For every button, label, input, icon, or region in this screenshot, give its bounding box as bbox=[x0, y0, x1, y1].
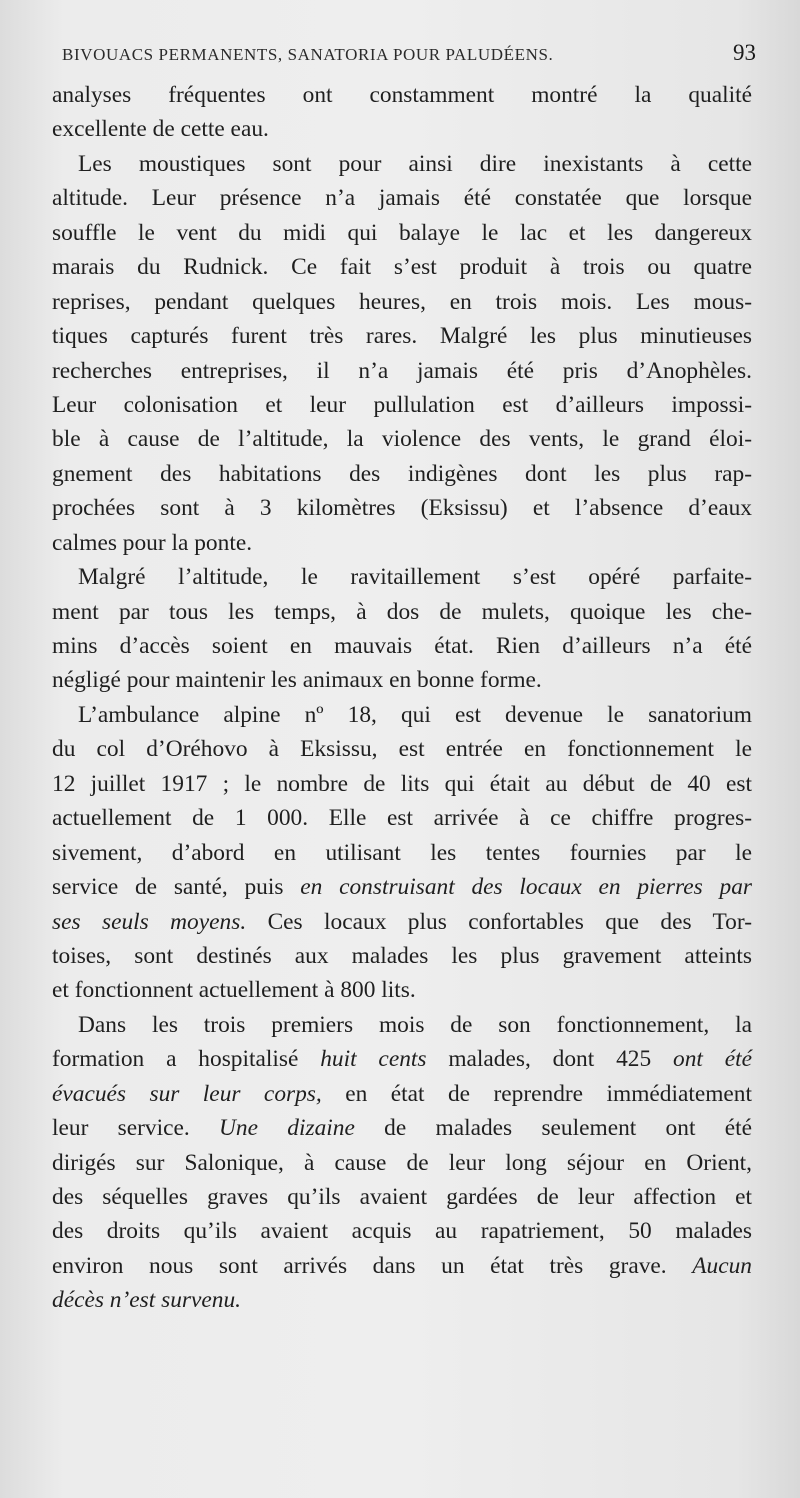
text-line: altitude. Leur présence n’a jamais été constatée que lorsque bbox=[52, 185, 752, 212]
page-number: 93 bbox=[733, 40, 756, 65]
running-head bbox=[62, 40, 756, 74]
text-line: Malgré l’altitude, le ravitaillement s’est opéré parfaite- bbox=[78, 564, 752, 591]
text-line: prochées sont à 3 kilomètres (Eksissu) et l’absence d’eaux bbox=[52, 495, 752, 522]
text-line: leur service. Une dizaine de malades seulement ont été bbox=[52, 1115, 753, 1142]
text-line: excellente de cette eau. bbox=[52, 116, 269, 143]
text-line: toises, sont destinés aux malades les plus gravement atteints bbox=[52, 942, 752, 969]
text-line: tiques capturés furent très rares. Malgré les plus minutieuses bbox=[52, 323, 752, 350]
text-line: mins d’accès soient en mauvais état. Rien d’ailleurs n’a été bbox=[52, 633, 752, 659]
text-line: évacués sur leur corps, en état de reprendre immédiatement bbox=[52, 1080, 753, 1107]
text-line: recherches entreprises, il n’a jamais été pris d’Anophèles. bbox=[52, 357, 752, 384]
text-line: reprises, pendant quelques heures, en trois mois. Les mous- bbox=[52, 288, 752, 315]
text-line: L’ambulance alpine nº 18, qui est devenue le sanatorium bbox=[78, 701, 752, 728]
text-line: Dans les trois premiers mois de son fonctionnement, la bbox=[78, 1011, 752, 1038]
text-line: ses seuls moyens. Ces locaux plus confortables que des Tor- bbox=[52, 908, 752, 935]
text-line: des droits qu’ils avaient acquis au rapatriement, 50 malades bbox=[52, 1218, 752, 1245]
text-line: sivement, d’abord en utilisant les tentes fournies par le bbox=[52, 839, 752, 866]
text-line: gnement des habitations des indigènes dont les plus rap- bbox=[52, 460, 752, 487]
text-line: ment par tous les temps, à dos de mulets, quoique les che- bbox=[52, 598, 752, 625]
text-line: et fonctionnent actuellement à 800 lits. bbox=[52, 977, 416, 1004]
text-line: environ nous sont arrivés dans un état très grave. Aucun bbox=[52, 1252, 752, 1279]
text-line: Les moustiques sont pour ainsi dire inexistants à cette bbox=[78, 150, 752, 177]
text-line: service de santé, puis en construisant des locaux en pierres par bbox=[52, 874, 752, 901]
text-line: 12 juillet 1917 ; le nombre de lits qui était au début de 40 est bbox=[52, 770, 752, 797]
text-line: négligé pour maintenir les animaux en bonne forme. bbox=[52, 667, 542, 694]
text-line: actuellement de 1 000. Elle est arrivée à ce chiffre progres- bbox=[52, 805, 752, 832]
text-line: calmes pour la ponte. bbox=[52, 529, 253, 556]
text-line: analyses fréquentes ont constamment montré la qualité bbox=[52, 82, 752, 108]
text-line: souffle le vent du midi qui balaye le lac et les dangereux bbox=[52, 219, 752, 246]
text-line: des séquelles graves qu’ils avaient gardées de leur affection et bbox=[52, 1184, 752, 1210]
body-text bbox=[52, 78, 752, 1318]
text-line: dirigés sur Salonique, à cause de leur long séjour en Orient, bbox=[52, 1149, 752, 1176]
text-line: ble à cause de l’altitude, la violence des vents, le grand éloi- bbox=[52, 426, 752, 453]
text-line: décès n’est survenu. bbox=[52, 1287, 242, 1314]
text-line: du col d’Oréhovo à Eksissu, est entrée en fonctionnement le bbox=[52, 736, 752, 763]
text-line: marais du Rudnick. Ce fait s’est produit à trois ou quatre bbox=[52, 254, 752, 281]
text-line: Leur colonisation et leur pullulation est d’ailleurs impossi- bbox=[52, 391, 752, 418]
running-title: BIVOUACS PERMANENTS, SANATORIA POUR PALUDÉENS. bbox=[62, 45, 554, 64]
text-line: formation a hospitalisé huit cents malades, dont 425 ont été bbox=[52, 1046, 753, 1073]
